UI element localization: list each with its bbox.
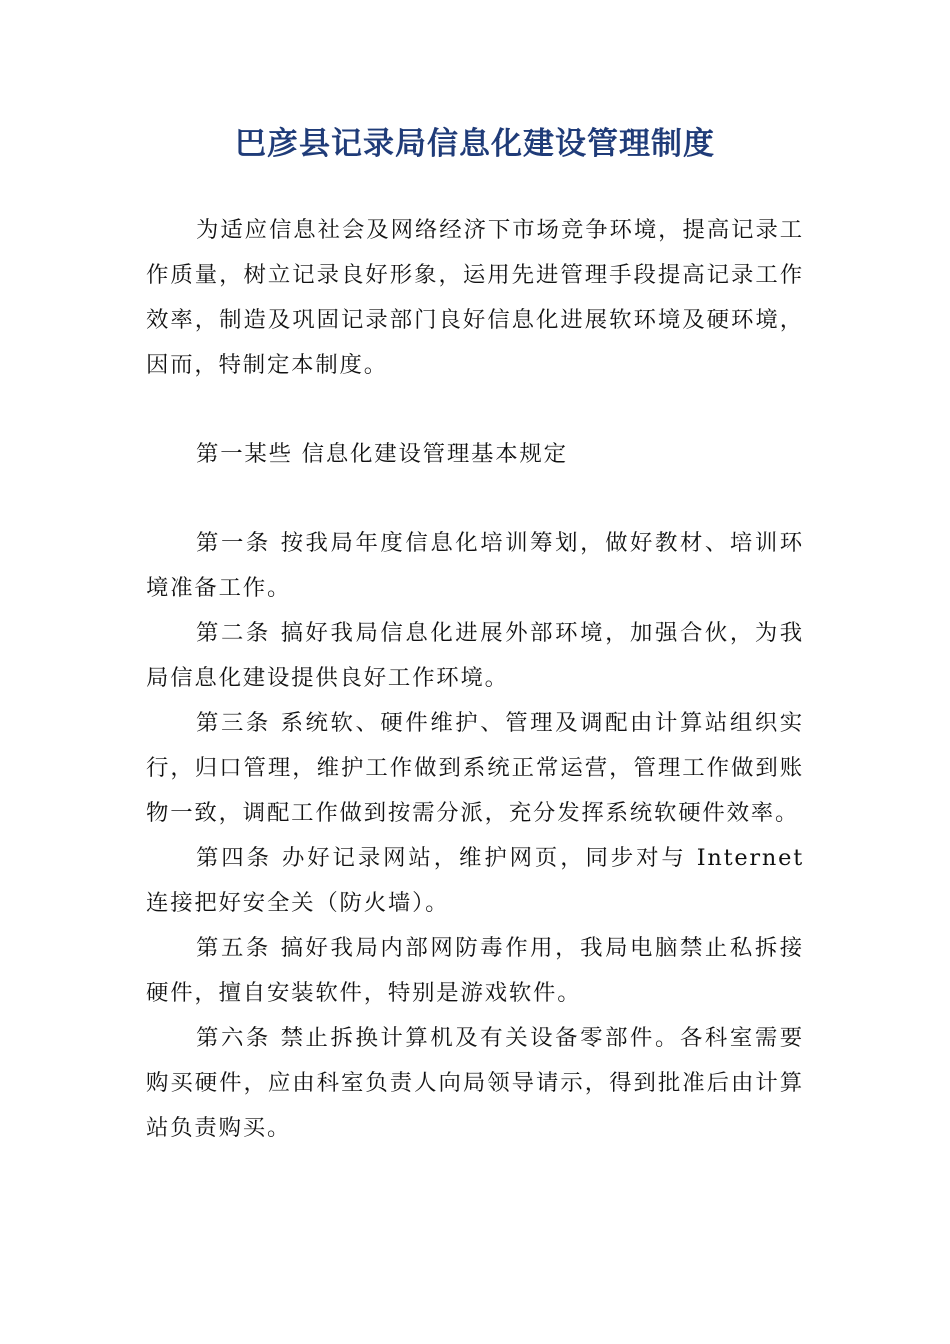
article-number: 第一条: [196, 530, 271, 556]
article-text: 搞好我局内部网防毒作用，我局电脑禁止私拆接硬件，擅自安装软件，特别是游戏软件。: [146, 935, 804, 1006]
intro-paragraph: 为适应信息社会及网络经济下市场竞争环境，提高记录工作质量，树立记录良好形象，运用先进管理手段提高记录工作效率，制造及巩固记录部门良好信息化进展软环境及硬环境，因而，特制定本制度。: [146, 217, 804, 378]
article-number: 第五条: [196, 935, 271, 961]
article-text: 搞好我局信息化进展外部环境，加强合伙，为我局信息化建设提供良好工作环境。: [146, 620, 804, 691]
article-1: [146, 521, 804, 611]
document-title: 巴彦县记录局信息化建设管理制度: [235, 126, 715, 162]
article-number: 第三条: [196, 710, 271, 736]
section-heading: 第一某些 信息化建设管理基本规定: [196, 441, 568, 467]
article-text: 办好记录网站，维护网页，同步对与 Internet 连接把好安全关（防火墙）。: [146, 845, 804, 916]
article-3: [146, 701, 804, 836]
article-number: 第四条: [196, 845, 272, 871]
article-4: [146, 836, 804, 926]
article-text: 系统软、硬件维护、管理及调配由计算站组织实行，归口管理，维护工作做到系统正常运营，管理工作做到账物一致，调配工作做到按需分派，充分发挥系统软硬件效率。: [146, 710, 804, 826]
article-2: [146, 611, 804, 701]
article-text: 禁止拆换计算机及有关设备零部件。各科室需要购买硬件，应由科室负责人向局领导请示，得到批准后由计算站负责购买。: [146, 1025, 804, 1141]
article-number: 第二条: [196, 620, 271, 646]
article-number: 第六条: [196, 1025, 271, 1051]
document-body: [146, 208, 804, 1151]
article-6: [146, 1016, 804, 1151]
article-text: 按我局年度信息化培训筹划，做好教材、培训环境准备工作。: [146, 530, 804, 601]
article-5: [146, 926, 804, 1016]
article-list: [146, 521, 804, 1151]
